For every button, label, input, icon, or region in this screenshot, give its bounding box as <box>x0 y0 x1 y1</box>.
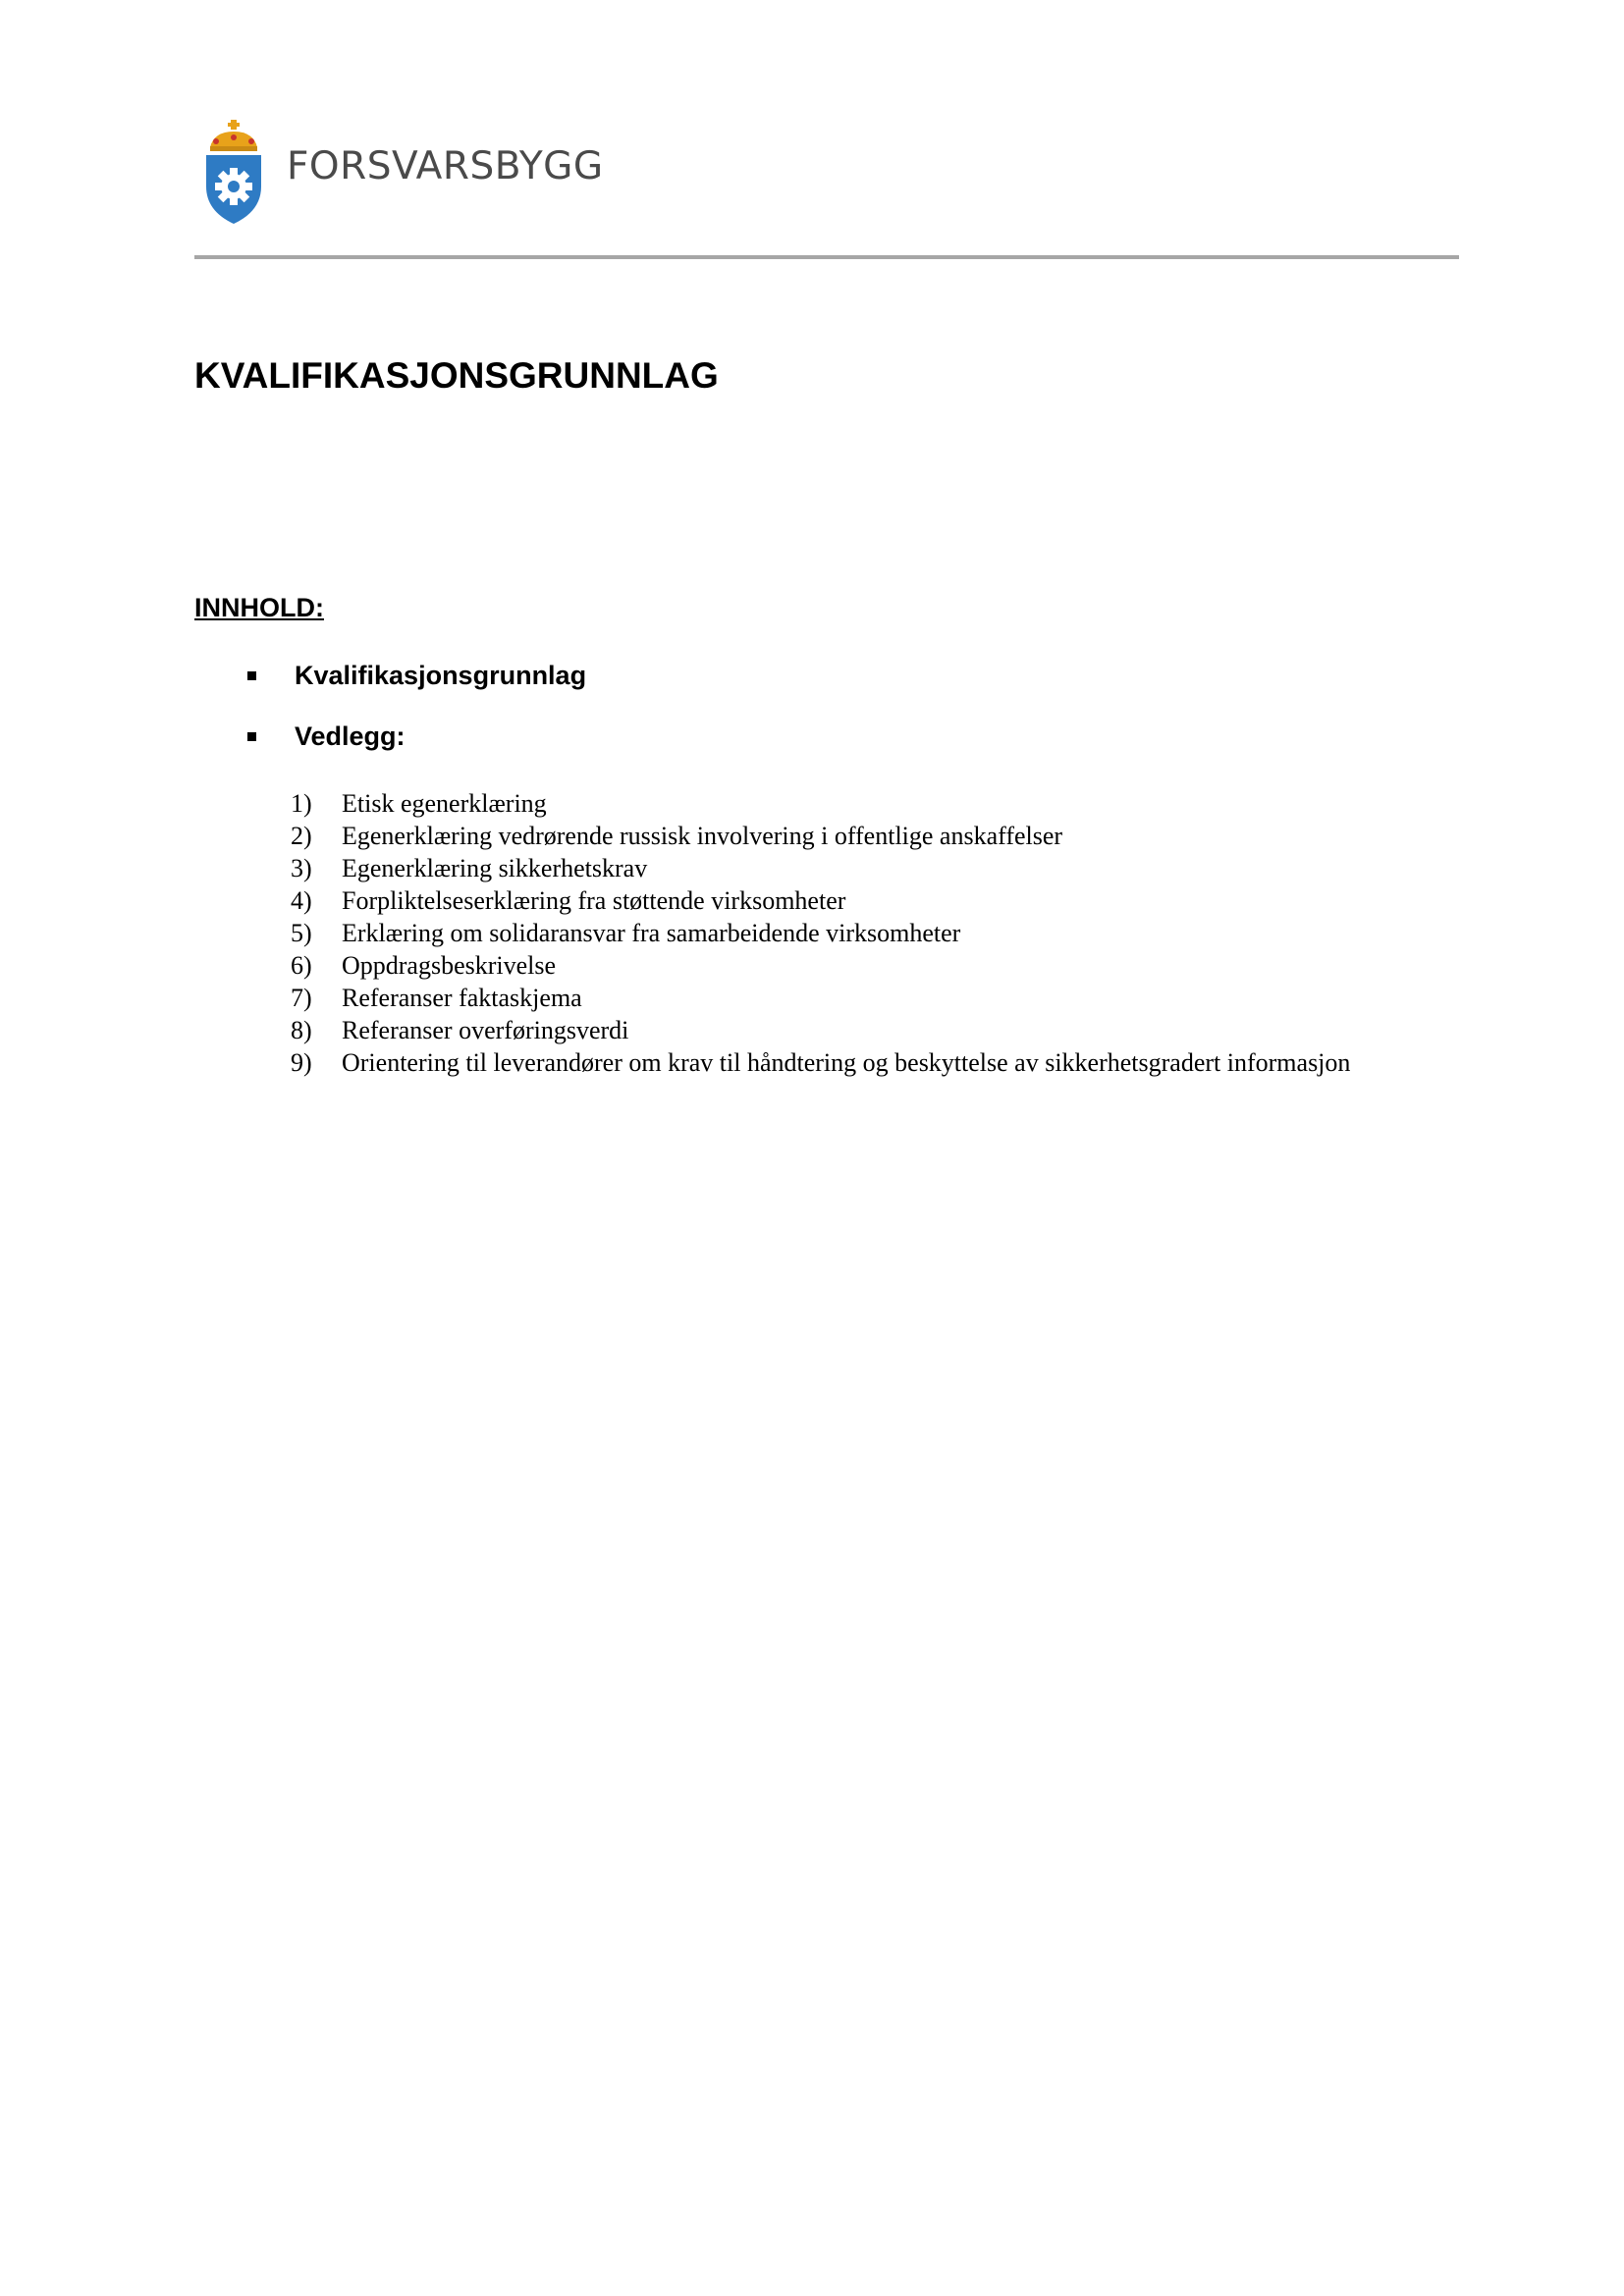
attachment-title: Oppdragsbeskrivelse <box>342 951 557 980</box>
attachment-title: Referanser overføringsverdi <box>342 1016 629 1044</box>
attachment-title: Referanser faktaskjema <box>342 984 582 1012</box>
attachment-title: Forpliktelseserklæring fra støttende virksomheter <box>342 886 846 915</box>
header-divider <box>194 255 1459 259</box>
attachment-number: 9) <box>291 1048 312 1077</box>
bullet-label: Vedlegg: <box>295 721 406 751</box>
attachment-title: Etisk egenerklæring <box>342 789 547 818</box>
attachment-number: 1) <box>291 789 312 818</box>
attachment-number: 3) <box>291 854 312 882</box>
attachment-number: 6) <box>291 951 312 980</box>
contents-heading: INNHOLD: <box>194 593 324 622</box>
attachment-number: 5) <box>291 919 312 947</box>
document-title: KVALIFIKASJONSGRUNNLAG <box>194 355 719 396</box>
bullet-item <box>0 662 1375 695</box>
forsvarsbygg-logo-icon <box>204 118 263 226</box>
bullet-item <box>0 722 1375 756</box>
attachment-number: 7) <box>291 984 312 1012</box>
logo-wordmark: FORSVARSBYGG <box>287 144 604 188</box>
attachment-title: Orientering til leverandører om krav til håndtering og beskyttelse av sikkerhetsgradert informasjon <box>342 1048 1351 1077</box>
attachment-number: 8) <box>291 1016 312 1044</box>
attachment-title: Egenerklæring vedrørende russisk involvering i offentlige anskaffelser <box>342 822 1063 850</box>
attachment-number: 2) <box>291 822 312 850</box>
attachment-number: 4) <box>291 886 312 915</box>
square-bullet-icon <box>247 732 256 741</box>
square-bullet-icon <box>247 671 256 680</box>
attachment-title: Egenerklæring sikkerhetskrav <box>342 854 648 882</box>
bullet-label: Kvalifikasjonsgrunnlag <box>295 661 587 690</box>
attachment-title: Erklæring om solidaransvar fra samarbeidende virksomheter <box>342 919 961 947</box>
